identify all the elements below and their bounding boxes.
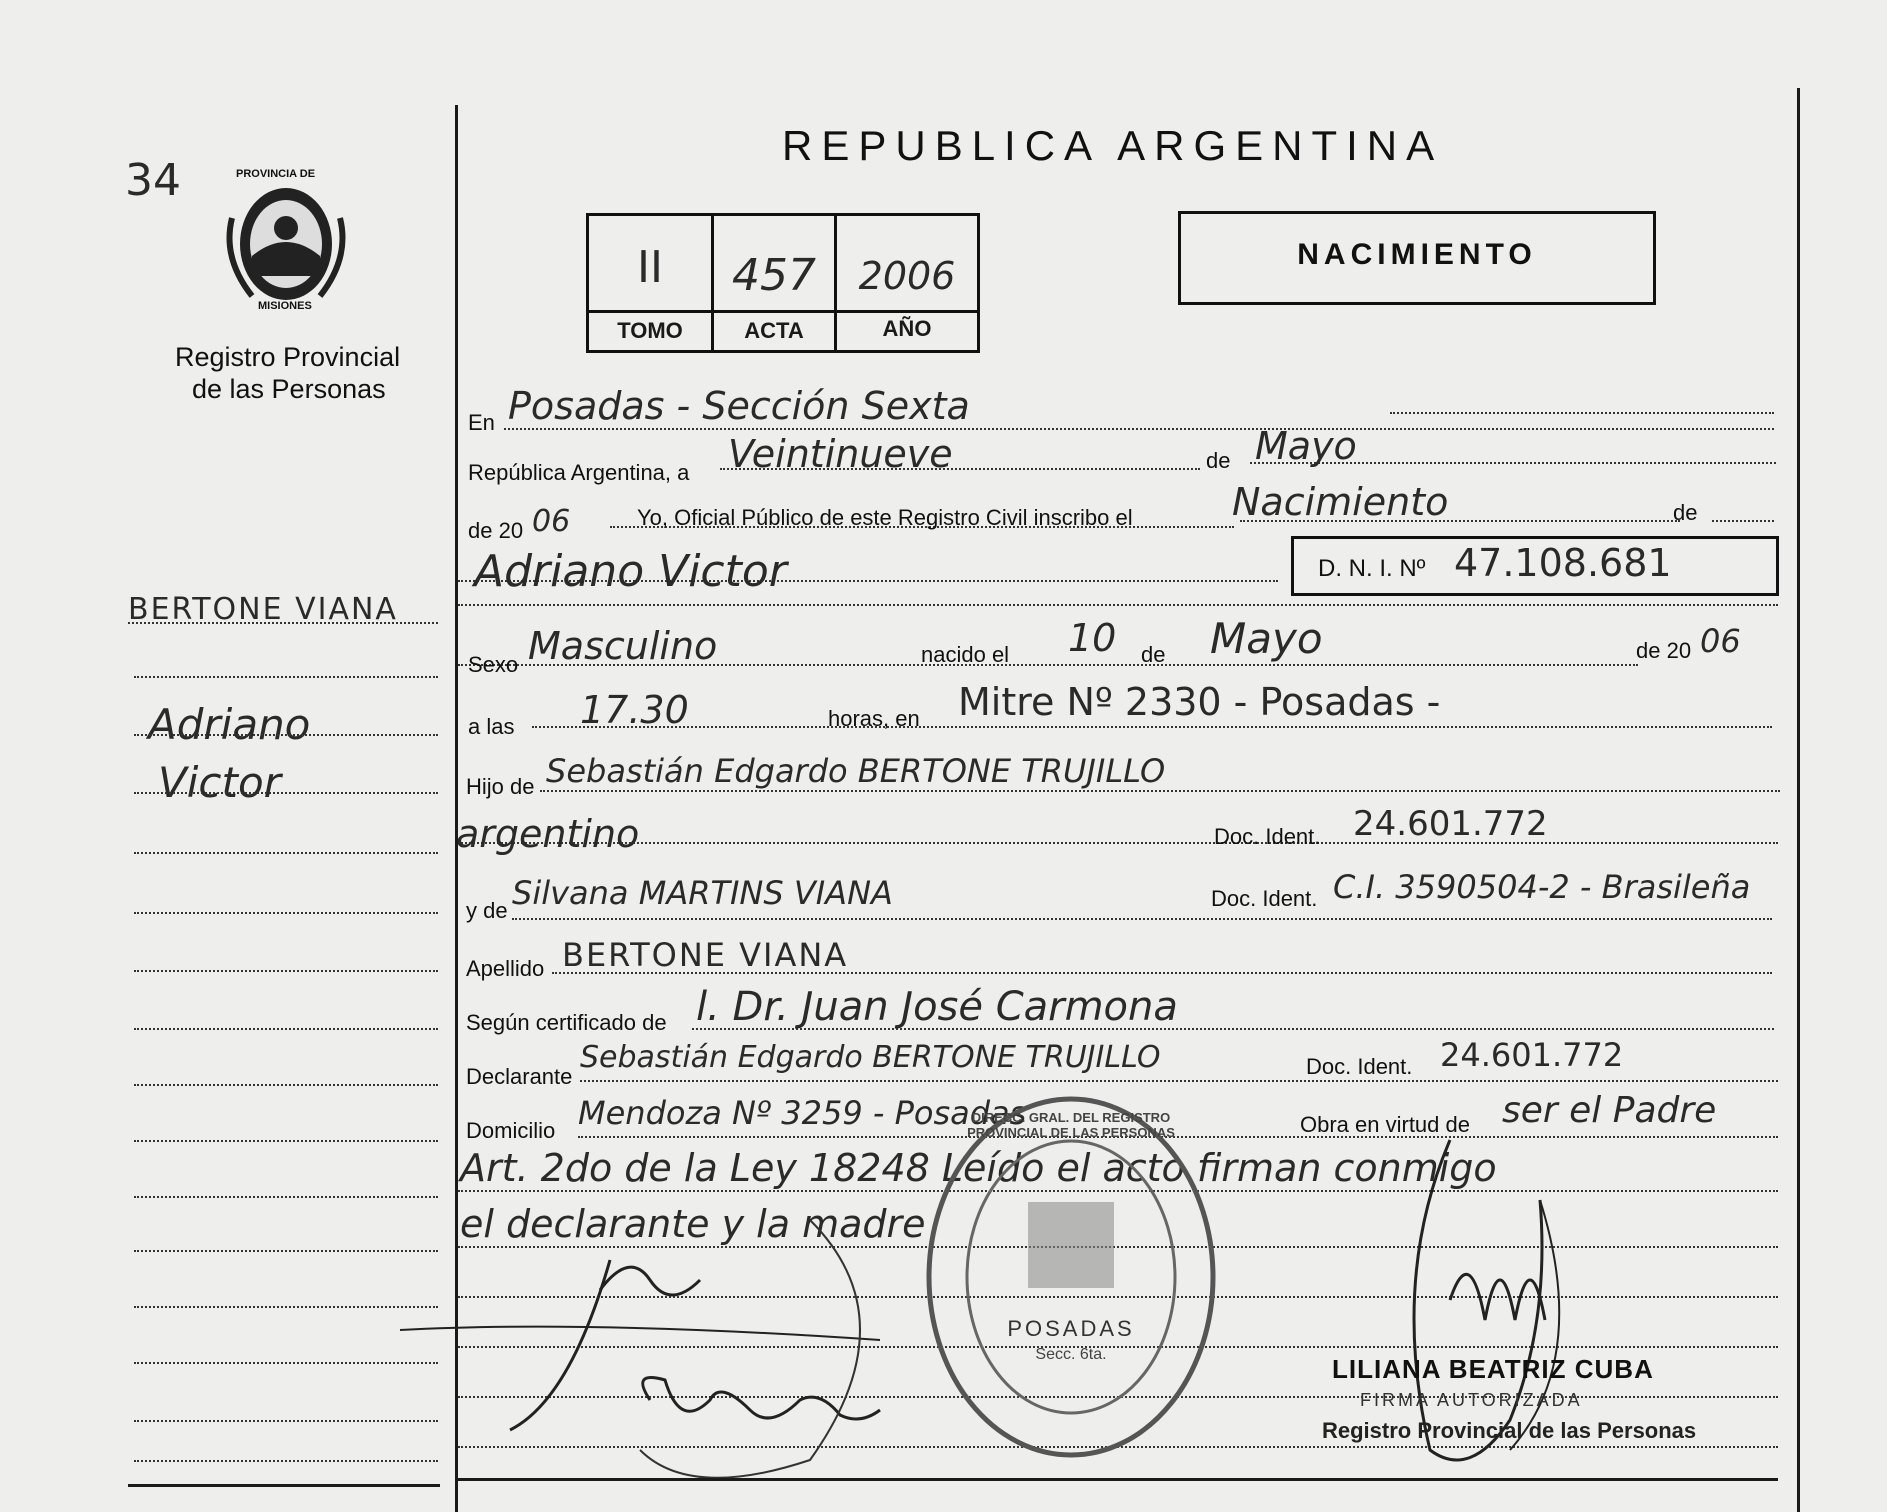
margin-dotted-line	[134, 1084, 438, 1086]
domicilio-value: Mendoza Nº 3259 - Posadas	[578, 1094, 1027, 1132]
birth-day: 10	[1068, 616, 1117, 660]
birth-place: Mitre Nº 2330 - Posadas -	[958, 680, 1441, 724]
form-underline	[512, 918, 1772, 920]
doc-label-3: Doc. Ident.	[1306, 1054, 1413, 1079]
month-value: Mayo	[1255, 424, 1357, 468]
alas-label: a las	[468, 714, 515, 739]
birth-month: Mayo	[1210, 614, 1323, 663]
acta-value: 457	[732, 250, 816, 301]
day-value: Veintinueve	[728, 432, 953, 476]
registry-label-line1: Registro Provincial	[175, 342, 401, 372]
domicilio-label: Domicilio	[466, 1118, 556, 1143]
declarante-doc: 24.601.772	[1440, 1036, 1624, 1074]
republica-label: República Argentina, a	[468, 460, 690, 485]
margin-dotted-line	[134, 676, 438, 678]
en-value: Posadas - Sección Sexta	[508, 384, 970, 428]
form-underline	[540, 790, 1780, 792]
margin-dotted-line	[134, 1028, 438, 1030]
certificado-value: l. Dr. Juan José Carmona	[696, 984, 1178, 1030]
dni-label: D. N. I. Nº	[1318, 555, 1426, 582]
registry-label-line2: de las Personas	[192, 374, 386, 404]
declarante-label: Declarante	[466, 1064, 573, 1089]
tomo-label: TOMO	[617, 318, 683, 343]
tomo-value: II	[637, 242, 663, 293]
doc-label-2: Doc. Ident.	[1211, 886, 1318, 911]
sexo-label: Sexo	[468, 652, 519, 677]
record-number-box	[586, 213, 980, 353]
country-title: REPUBLICA ARGENTINA	[782, 122, 1444, 169]
father-doc: 24.601.772	[1353, 804, 1548, 844]
acta-label: ACTA	[744, 318, 804, 343]
de-label-2: de	[1673, 500, 1698, 525]
child-name: Adriano Victor	[474, 546, 787, 597]
right-border	[1797, 88, 1800, 1512]
doc-label-1: Doc. Ident.	[1214, 824, 1321, 849]
year-prefix: de 20	[468, 518, 524, 543]
seal-text-bottom: MISIONES	[258, 300, 312, 312]
margin-bottom-rule	[128, 1484, 440, 1487]
stamp-ring-text: DIRECC. GRAL. DEL REGISTRO PROVINCIAL DE LAS PERSONAS	[967, 1110, 1175, 1140]
birth-time: 17.30	[580, 688, 689, 732]
provincial-seal	[222, 168, 350, 316]
obra-label: Obra en virtud de	[1300, 1112, 1470, 1137]
dni-box	[1291, 536, 1779, 596]
hijo-label: Hijo de	[466, 774, 535, 799]
declarante-value: Sebastián Edgardo BERTONE TRUJILLO	[580, 1040, 1161, 1075]
apellido-label: Apellido	[466, 956, 545, 981]
form-underline	[458, 842, 1778, 844]
seal-text-top: PROVINCIA DE	[236, 168, 316, 180]
de-label-3: de	[1141, 642, 1166, 667]
yde-label: y de	[466, 898, 508, 923]
segun-label: Según certificado de	[466, 1010, 667, 1035]
official-office: Registro Provincial de las Personas	[1322, 1418, 1697, 1443]
form-underline	[1712, 520, 1774, 522]
margin-surname: BERTONE VIANA	[128, 592, 398, 627]
margin-dotted-line	[134, 1196, 438, 1198]
stamp-center-text: POSADAS	[1007, 1316, 1135, 1341]
form-underline	[580, 1080, 1778, 1082]
nacido-label: nacido el	[921, 642, 1010, 667]
anio-value: 2006	[858, 254, 956, 298]
year-suffix: 06	[532, 504, 571, 539]
oficial-text: Yo, Oficial Público de este Registro Civil inscribo el	[637, 505, 1133, 530]
de-label: de	[1206, 448, 1231, 473]
margin-dotted-line	[134, 734, 438, 736]
anio-label: AÑO	[882, 316, 932, 341]
official-title: FIRMA AUTORIZADA	[1360, 1390, 1583, 1410]
record-type-box	[1178, 211, 1656, 305]
en-label: En	[468, 410, 495, 435]
sexo-value: Masculino	[528, 624, 718, 668]
father-name: Sebastián Edgardo BERTONE TRUJILLO	[546, 752, 1166, 790]
margin-dotted-line	[134, 1140, 438, 1142]
parent-signatures	[390, 1200, 910, 1490]
father-nationality: argentino	[456, 812, 640, 856]
margin-dotted-line	[134, 912, 438, 914]
obra-value: ser el Padre	[1502, 1090, 1717, 1131]
notes-line2: el declarante y la madre	[460, 1202, 926, 1246]
bottom-rule	[458, 1478, 1778, 1481]
record-type: NACIMIENTO	[1297, 238, 1537, 271]
margin-dotted-line	[134, 970, 438, 972]
official-name: LILIANA BEATRIZ CUBA	[1332, 1354, 1654, 1384]
event-value: Nacimiento	[1232, 480, 1449, 524]
form-underline	[504, 428, 1774, 430]
form-underline	[532, 726, 1772, 728]
margin-dotted-line	[134, 852, 438, 854]
apellido-value: BERTONE VIANA	[562, 936, 849, 974]
mother-doc: C.I. 3590504-2 - Brasileña	[1333, 868, 1751, 906]
margin-given-name-1: Adriano	[148, 700, 311, 749]
stamp-sub-text: Secc. 6ta.	[1035, 1346, 1107, 1363]
page-number: 34	[125, 155, 181, 206]
form-underline	[1390, 412, 1774, 414]
margin-dotted-line	[128, 622, 438, 624]
form-underline	[458, 604, 1778, 606]
birth-year-prefix: de 20	[1636, 638, 1692, 663]
official-stamp	[922, 1092, 1220, 1462]
dni-value: 47.108.681	[1454, 541, 1672, 585]
margin-given-name-2: Victor	[158, 758, 281, 807]
mother-name: Silvana MARTINS VIANA	[512, 874, 893, 912]
notes-line1: Art. 2do de la Ley 18248 Leído el acto firman conmigo	[460, 1146, 1497, 1190]
horas-label: horas, en	[828, 706, 920, 731]
margin-dotted-line	[134, 792, 438, 794]
birth-year-suffix: 06	[1700, 622, 1741, 660]
